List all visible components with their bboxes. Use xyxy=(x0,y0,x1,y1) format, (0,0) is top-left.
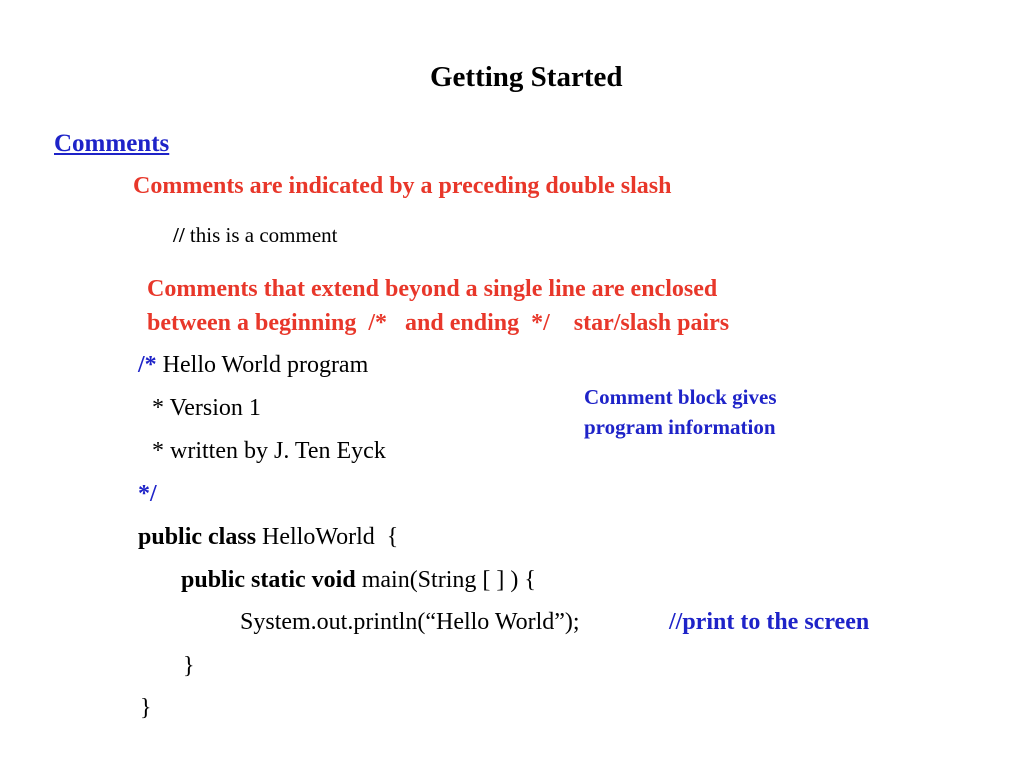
code-close-method: } xyxy=(183,653,195,679)
example-comment-text: this is a comment xyxy=(184,223,338,247)
slide-title: Getting Started xyxy=(430,61,623,93)
comment-block-line-2: * Version 1 xyxy=(152,395,261,421)
block-open-marker: /* xyxy=(138,352,157,378)
double-slash-marker: // xyxy=(173,223,185,247)
code-method-declaration xyxy=(181,568,536,592)
code-close-class: } xyxy=(140,695,152,721)
method-signature: main(String [ ] ) { xyxy=(355,567,536,593)
class-keywords: public class xyxy=(138,524,257,550)
side-note-line-2: program information xyxy=(584,415,776,439)
comment-block-line-1 xyxy=(138,353,368,377)
section-heading-comments: Comments xyxy=(54,130,170,157)
code-class-declaration xyxy=(138,525,398,549)
rule-multi-line-2: between a beginning /* and ending */ star/slash pairs xyxy=(147,310,730,336)
block-close-marker: */ xyxy=(138,481,157,507)
block-line-1-text: Hello World program xyxy=(156,352,369,378)
side-note-line-1: Comment block gives xyxy=(584,385,777,409)
example-single-comment xyxy=(173,225,338,246)
method-keywords: public static void xyxy=(181,567,356,593)
rule-multi-line-1: Comments that extend beyond a single line are enclosed xyxy=(147,276,718,302)
rule-single-line: Comments are indicated by a preceding double slash xyxy=(133,173,672,199)
comment-block-line-3: * written by J. Ten Eyck xyxy=(152,438,386,464)
code-print-comment: //print to the screen xyxy=(669,609,870,635)
class-name: HelloWorld { xyxy=(256,524,399,550)
code-print-statement: System.out.println(“Hello World”); xyxy=(240,609,580,635)
